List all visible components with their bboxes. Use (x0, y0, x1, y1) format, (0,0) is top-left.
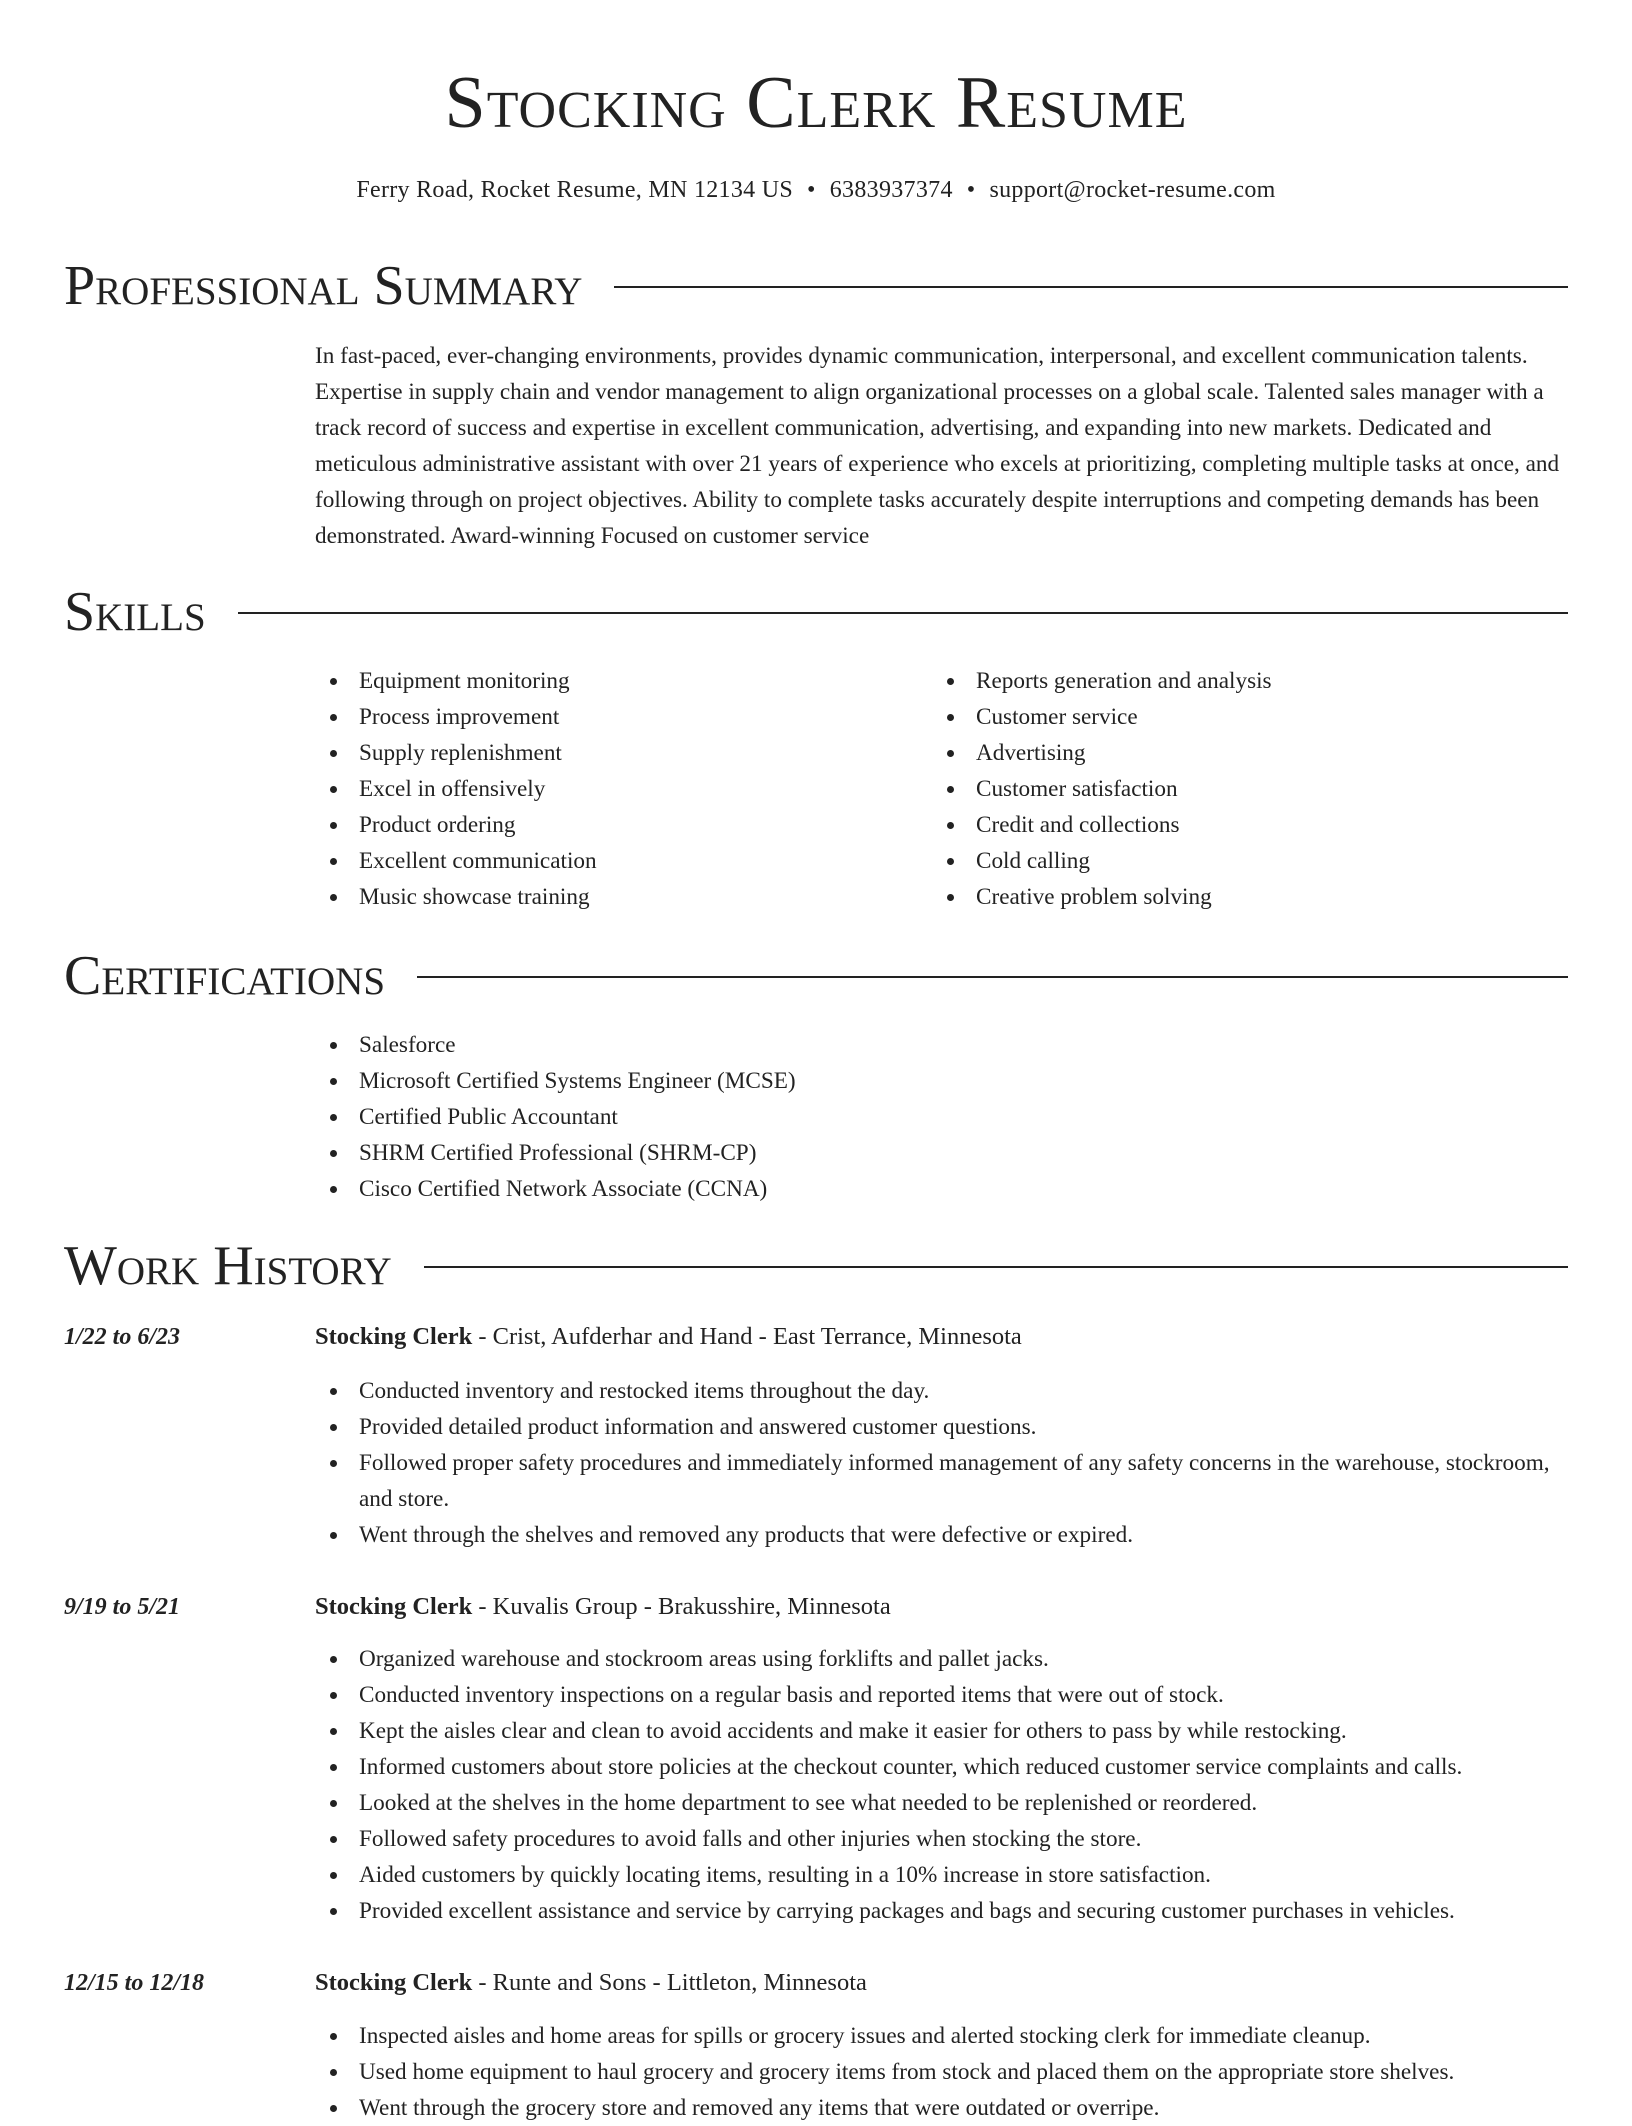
skill-item: Advertising (932, 735, 1532, 771)
skill-item: Customer service (932, 699, 1532, 735)
contact-separator: • (807, 177, 816, 203)
job-heading (315, 1590, 1568, 1624)
job-dates: 1/22 to 6/23 (64, 1324, 181, 1350)
job-duty-item: Conducted inventory and restocked items throughout the day. (315, 1373, 1568, 1409)
skill-item: Excel in offensively (315, 771, 915, 807)
job-duty-item: Followed proper safety procedures and immediately informed management of any safety concerns in the warehouse, stockroom, and store. (315, 1445, 1568, 1517)
job-duties-list (315, 1373, 1568, 1553)
section-title-certifications: Certifications (64, 945, 386, 1007)
skill-item: Music showcase training (315, 879, 915, 915)
skill-item: Process improvement (315, 699, 915, 735)
skill-item: Product ordering (315, 807, 915, 843)
job-duty-item: Kept the aisles clear and clean to avoid accidents and make it easier for others to pass by while restocking. (315, 1713, 1568, 1749)
job-title: Stocking Clerk (315, 1323, 473, 1350)
job-title: Stocking Clerk (315, 1593, 473, 1620)
contact-phone: 6383937374 (829, 177, 953, 203)
job-duty-item: Went through the grocery store and removed any items that were outdated or overripe. (315, 2090, 1568, 2126)
certification-item: Salesforce (315, 1027, 1315, 1063)
job-duty-item: Followed safety procedures to avoid falls and other injuries when stocking the store. (315, 1821, 1568, 1857)
job-duty-item: Used home equipment to haul grocery and grocery items from stock and placed them on the appropriate store shelves. (315, 2054, 1568, 2090)
skills-list-left (315, 663, 915, 915)
section-title-skills: Skills (64, 581, 206, 643)
contact-separator: • (966, 177, 976, 203)
job-duty-item: Inspected aisles and home areas for spills or grocery issues and alerted stocking clerk for immediate cleanup. (315, 2018, 1568, 2054)
job-title: Stocking Clerk (315, 1969, 473, 1996)
skill-item: Reports generation and analysis (932, 663, 1532, 699)
job-duty-item: Provided detailed product information and answered customer questions. (315, 1409, 1568, 1445)
certification-item: Certified Public Accountant (315, 1099, 1315, 1135)
job-duty-item: Looked at the shelves in the home department to see what needed to be replenished or reordered. (315, 1785, 1568, 1821)
summary-paragraph: In fast-paced, ever-changing environments, provides dynamic communication, interpersonal, and excellent communication talents. Expertise in supply chain and vendor management to align organizational processes on a global scale. Talented sales manager with a track record of success and expertise in excellent communication, advertising, and expanding into new markets. Dedicated and meticulous administrative assistant with over 21 years of experience who excels at prioritizing, completing multiple tasks at once, and following through on project objectives. Ability to complete tasks accurately despite interruptions and competing demands has been demonstrated. Award-winning Focused on customer service (315, 343, 1560, 549)
skill-item: Credit and collections (932, 807, 1532, 843)
job-heading (315, 1966, 1568, 2000)
section-divider (424, 1266, 1568, 1268)
job-duty-item: Went through the shelves and removed any products that were defective or expired. (315, 1517, 1568, 1553)
resume-title: Stocking Clerk Resume (444, 62, 1188, 144)
job-duties-list (315, 1641, 1568, 1929)
section-divider (417, 976, 1568, 978)
job-employer-location: - Kuvalis Group - Brakusshire, Minnesota (472, 1593, 891, 1620)
contact-line (0, 173, 1632, 207)
section-divider (238, 612, 1568, 614)
certification-item: SHRM Certified Professional (SHRM-CP) (315, 1135, 1315, 1171)
section-heading-skills (64, 580, 1568, 644)
contact-email: support@rocket-resume.com (989, 177, 1276, 203)
section-heading-summary (64, 254, 1568, 318)
skill-item: Equipment monitoring (315, 663, 915, 699)
job-employer-location: - Crist, Aufderhar and Hand - East Terrance, Minnesota (472, 1323, 1022, 1350)
certification-item: Cisco Certified Network Associate (CCNA) (315, 1171, 1315, 1207)
job-employer-location: - Runte and Sons - Littleton, Minnesota (472, 1969, 867, 1996)
job-duty-item: Conducted inventory inspections on a regular basis and reported items that were out of stock. (315, 1677, 1568, 1713)
contact-address: Ferry Road, Rocket Resume, MN 12134 US (356, 177, 794, 203)
section-heading-work-history (64, 1234, 1568, 1298)
job-dates: 12/15 to 12/18 (64, 1970, 205, 1996)
section-heading-certifications (64, 944, 1568, 1008)
skills-list-right (932, 663, 1532, 915)
certification-item: Microsoft Certified Systems Engineer (MCSE) (315, 1063, 1315, 1099)
job-duty-item: Aided customers by quickly locating items, resulting in a 10% increase in store satisfaction. (315, 1857, 1568, 1893)
job-duty-item: Organized warehouse and stockroom areas using forklifts and pallet jacks. (315, 1641, 1568, 1677)
skill-item: Cold calling (932, 843, 1532, 879)
skill-item: Customer satisfaction (932, 771, 1532, 807)
skill-item: Creative problem solving (932, 879, 1532, 915)
section-divider (614, 286, 1568, 288)
job-duty-item: Provided excellent assistance and service by carrying packages and bags and securing customer purchases in vehicles. (315, 1893, 1568, 1929)
job-dates: 9/19 to 5/21 (64, 1594, 181, 1620)
skill-item: Supply replenishment (315, 735, 915, 771)
job-duties-list (315, 2018, 1568, 2126)
skill-item: Excellent communication (315, 843, 915, 879)
job-duty-item: Informed customers about store policies at the checkout counter, which reduced customer service complaints and calls. (315, 1749, 1568, 1785)
job-heading (315, 1320, 1568, 1354)
section-title-work-history: Work History (64, 1235, 392, 1297)
section-title-summary: Professional Summary (64, 255, 583, 317)
certifications-list (315, 1027, 1315, 1207)
